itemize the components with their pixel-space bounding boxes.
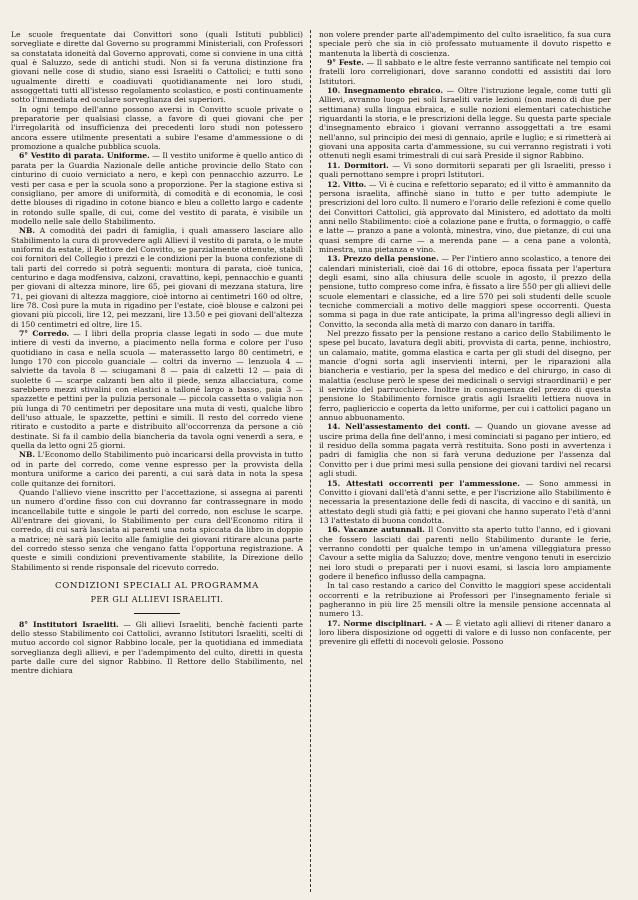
heading-meals: 12. Vitto. [327,179,367,189]
section-14-text: — Quando un giovane avesse ad uscire prima della fine dell'anno, i mesi cominciati si pagano per intiero, ed il residuo della somma pagata verrà restituita. Sono posti in avvertenza i padri di famiglia che non si farà veruna deduzione per l'assenza dal Convitto per i due primi mesi sulla pensione dei giovani tardivi nel recarsi agli studi. [319,422,611,479]
section-10-text: — Oltre l'istruzione legale, come tutti gli Allievi, avranno luogo pei soli Israeliti varie lezioni (non meno di due per settimana) sulla lingua ebraica, e sulle nozioni elementari catechistiche riguardanti la storia, e le prescrizioni della legge. Su questa parte speciale d'insegnamento ebraico i giovani verranno assoggettati a tre esami nell'anno, sul principio dei mesi di gennaio, aprile e luglio; e si rimetterà ai giovani una apposita carta d'ammessione, su cui verranno registrati i voti ottenuti negli esami trimestrali di cui sarà Preside il signor Rabbino. [319,86,611,161]
title-rule [134,613,180,614]
nb-label: NB. [19,226,36,236]
special-conditions-title: CONDIZIONI SPECIALI AL PROGRAMMA [55,580,259,591]
paragraph-continued: non volere prender parte all'adempimento del culto israelitico, fa sua cura speciale però che sia in ciò professato mutuamente il dovuto rispetto e mantenuta la libertà di coscienza. [319,30,611,58]
section-14 [319,422,611,478]
section-15-text: — Sono ammessi in Convitto i giovani dall'età d'anni sette, e per l'iscrizione allo Stabilimento è necessaria la presentazione delle fedi di nascita, di vaccino e di sanità, un attestato degli studi già fatti; e pei giovani che hanno superato l'età d'anni 13 l'attestato di buona condotta. [319,478,612,525]
note-economo [11,450,303,487]
paragraph-price-included: Nel prezzo fissato per la pensione restano a carico dello Stabilimento le spese pel bucato, lavatura degli abiti, provvista di carta, penne, inchiostro, un calamaio, matite, gomma elastica e carta per gli studi del disegno, per mancie d'ogni sorta agli inservienti interni, per le riparazioni alla biancheria e vestiario, per la spesa del medico e del chirurgo, in caso di malattia (escluse però le spese dei medicinali o servigi straordinarii) e per il servizio del parrucchiere. Inoltre in conseguenza del prezzo di questa pensione lo Stabilimento fornisce gratis agli Israeliti lettiera nuova in ferro, pagliericcio e coperta da letto uniforme, per cui i cattolici pagano un annuo abbuonamento. [319,329,611,423]
column-divider [310,30,311,892]
heading-vacations: 16. Vacanze autunnali. [327,525,425,535]
paragraph-vacation-costs: In tal caso restando a carico del Convitto le maggiori spese accidentali occorrenti e la retribuzione ai Professori per l'insegnamento feriale si pagheranno in più lire 25 mensili oltre la mensile pensione accennata al numero 13. [319,581,611,619]
heading-certificates: 15. Attestati occorrenti per l'ammessione. [327,478,520,488]
paragraph-registration: Quando l'allievo viene inscritto per l'accettazione, si assegna ai parenti un numero d'ordine fisso con cui dovranno far contrassegnare in modo incancellabile tutte e singole le parti del corredo, non escluse le scarpe. All'entrare dei giovani, lo Stabilimento per cura dell'Economo ritira il corredo, di cui sarà lasciata ai parenti una nota spiccata da libro in doppio a matrice; nè sarà più lecito alle famiglie dei giovani ritirare alcuna parte del corredo stesso senza che vengano fatta l'opportuna registrazione. A queste e simili condizioni preventivamente stabilite, la Direzione dello Stabilimento si rende risponsale del ricevuto corredo. [11,487,303,572]
section-11-text: — Vi sono dormitorii separati per gli Israeliti, presso i quali pernottano sempre i propri Istitutori. [319,160,611,180]
heading-discipline: 17. Norme disciplinari. - A [327,618,442,628]
section-12-text: — Vi è cucina e refettorio separato; ed il vitto è ammannito da persona israelita, affinchè siano in tutto e per tutto adempiute le prescrizioni del loro culto. Il numero e l'orario delle refezioni è come quello dei Convittori Cattolici, già approvato dal Ministero, ed adottato da molti anni nello Stabilimento: cioè a colazione pane e frutta, o formaggio, o caffè e latte — pranzo a pane a volontà, minestra, vino, due pietanze, di cui una quasi sempre di carne — a merenda pane — a cena pane a volontà, minestra, una pietanza e vino. [319,179,611,254]
heading-price: 13. Prezzo della pensione. [327,254,439,264]
left-column [11,30,303,676]
section-16-text: Il Convitto sta aperto tutto l'anno, ed i giovani che fossero lasciati dai parenti nello Stabilimento durante le ferie, verranno condotti per qualche tempo in un'amena villeggiatura presso Cavour a sette miglia da Saluzzo; dove, mentre vengono tenuti in esercizio nei loro studi o preparati per i nuovi esami, si lascia loro ampiamente godere il benefico influsso della campagna. [319,525,611,581]
heading-uniform: 6° Vestito di parata. Uniforme. [19,151,150,161]
section-6-text: — Il vestito uniforme è quello antico di parata per la Guardia Nazionale delle antiche provincie dello Stato con cinturino di cuoio verniciato a nero, e kepì con pennacchio azzurro. Le vesti per casa e per la scuola sono a proporzione. Per la stagione estiva si consigliano, per amore di uniformità, di comodità e di economia, le così dette blouses di rigadino in cotone bianco e bleu a colletto largo e cadente in rotondo sulle spalle, di cui, come del vestito di parata, è visibile un modello nelle sale dello Stabilimento. [11,151,303,226]
section-15 [319,479,611,526]
right-column [319,30,611,647]
section-7-text: — I libri della propria classe legati in sodo — due mute intiere di vesti da inverno, a piacimento nella forma e colore per l'uso quotidiano in casa e nella scuola — materassetto largo 80 centimetri, e lungo 170 con piccolo guanciale — coltri da inverno — lenzuola 4 — salviette da tavola 8 — sciugamani 8 — paia di calzetti 12 — paia di suolette 6 — scarpe calzanti ben alto il piede, senza allacciatura, come sarebbero mezzi stivalini con elastici a talloné largo a basso, paia 3 — spazzette e pettini per la pulizia personale — piccola cassetta o valigia non più lunga di 70 centimetri per depositare una muta di vesti, qualche libro dell'uso attuale, le spazzette, pettini e simili. Il resto del corredo viene ritirato e custodito a parte e distribuito all'occorrenza da persone a ciò destinate. Si fa il cambio della biancheria da tavola ogni venerdì a sera, e quella da letto ogni 25 giorni. [11,329,303,451]
section-12 [319,180,611,255]
paragraph-private-schools: In ogni tempo dell'anno possono aversi in Convitto scuole private o preparatorie per qualsiasi classe, a favore di quei giovani che per l'irregolarità od insufficienza dei precedenti loro studi non potessero ancora essere utilmente presentati a subire l'esame d'ammessione o di promozione a qualche pubblica scuola. [11,104,303,152]
section-6 [11,151,303,226]
special-conditions-subtitle: PER GLI ALLIEVI ISRAELITI. [90,595,224,605]
section-17 [319,619,611,647]
section-13 [319,254,611,329]
section-17-text: — È vietato agli allievi di ritener danaro a loro libera disposizione od oggetti di valore e di lusso non confacente, per prevenire gli effetti di nocevoli gelosie. Possono [319,618,611,647]
section-9 [319,58,611,86]
section-8-text: — Gli allievi Israeliti, benchè facienti parte dello stesso Stabilimento coi Cattolici, avranno Istitutori Israeliti, scelti di mutuo accordo col signor Rabbino locale, per la quotidiana ed immediata sorveglianza degli allievi, e per l'adempimento del culto, diretti in questa parte dalle cure del signor Rabbino. Il Rettore dello Stabilimento, nel mentre dichiara [11,619,303,676]
heading-outfit: 7° Corredo. [19,329,70,338]
note-uniform-text: A comodità dei padri di famiglia, i quali amassero lasciare allo Stabilimento la cura di provvedere agli Allievi il vestito di parata, o le mute uniformi da estate, il Rettore del Convitto, se parzialmente ottenute, stabilì coi fornitori del Collegio i prezzi e le condizioni per la buona confezione di tali parti del corredo si potrà seguenti: montura di parata, cioè tunica, centurino e daga modfensiva, calzoni, cravattino, kepì, pennacchio e guanti per giovani di altezza minore, lire 65, pei giovani di mezzana statura, lire 71, pei giovani di altezza maggiore, cioè intorno ai centimetri 160 od oltre, lire 78. Così pure la muta in rigadino per l'estate, cioè blouse e calzoni pei giovani più piccoli, lire 12, pei mezzani, lire 13.50 e pei giovani dell'altezza di 150 centimetri ed oltre, lire 15. [11,226,303,329]
section-13-text: — Per l'intiero anno scolastico, a tenore dei calendari ministeriali, cioè dai 16 di ottobre, epoca fissata per l'apertura degli esami, sino alla chiusura delle scuole in agosto, il prezzo della pensione, tutto compreso come infra, è fissato a lire 550 per gli allievi delle scuole elementari e classiche, ed a lire 570 pei soli studenti delle scuole tecniche commerciali a motivo delle maggiori spese occorrenti. Questa somma si paga in due rate anticipate, la prima all'ingresso degli allievi in Convitto, la seconda alla metà di marzo con danaro in tariffa. [319,254,611,329]
note-economo-text: L'Economo dello Stabilimento può incaricarsi della provvista in tutto od in parte del corredo, come venne espresso per la provvista della montura uniforme a carico dei parenti, a cui sarà data in nota la spesa colle quitanze dei fornitori. [11,450,303,488]
heading-holidays: 9° Feste. [327,58,364,68]
heading-dormitories: 11. Dormitori. [327,160,389,170]
section-9-text: — Il sabbato e le altre feste verranno santificate nel tempio coi fratelli loro correligionari, dove saranno condotti ed assistiti dai loro Istitutori. [319,58,611,86]
paragraph-schools: Le scuole frequentate dai Convittori sono (quali Istituti pubblici) sorvegliate e dirette dal Governo su programmi Ministeriali, con Professori sa constatata idoneità dal Governo approvati, come si conviene in una città qual è Saluzzo, sede di antichi studi. Non si fa veruna distinzione fra giovani nelle cose di studio, siano essi Israeliti o Cattolici; e tutti sono ugualmente diretti e coadiuvati quotidianamente nei loro studi, assoggettati tutti all'istesso regolamento scolastico, e posti continuamente sotto l'immediata ed oculare sorveglianza dei superiori. [11,30,303,105]
note-uniform-prices [11,226,303,329]
heading-accounts: 14. Nell'assestamento dei conti. [327,422,471,432]
section-11 [319,161,611,180]
nb-label-2: NB. [19,450,36,460]
heading-institutors: 8° Institutori Israeliti. [19,619,119,629]
heading-hebrew: 10. Insegnamento ebraico. [327,86,443,96]
section-7 [11,329,303,450]
section-10 [319,86,611,161]
section-8 [11,620,303,676]
section-16 [319,525,611,581]
